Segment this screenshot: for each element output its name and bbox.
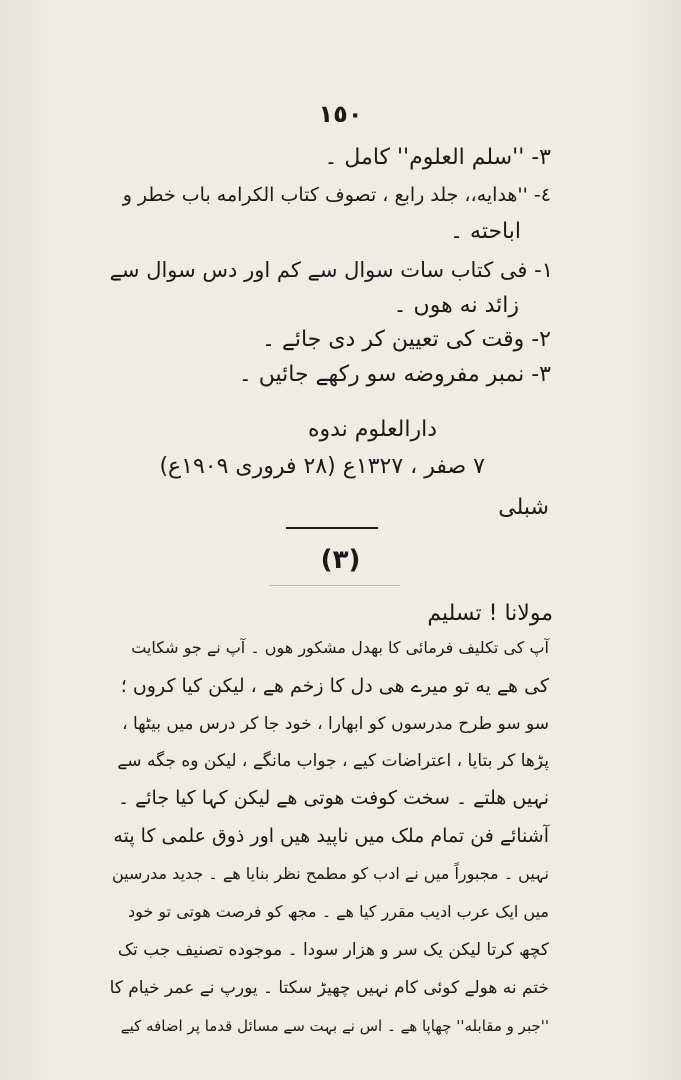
paragraph-2-line: ''جبر و مقابله'' چھاپا هے ۔ اس نے بہت سے مسائل قدما پر اضافه کیے [120, 1017, 549, 1035]
list-a-item-4-cont: اباحته ۔ [450, 219, 521, 244]
paragraph-2-line: نہیں ۔ مجبوراً میں نے ادب کو مطمح نظر بنایا هے ۔ جدید مدرسین [111, 864, 549, 883]
paragraph-1-line: پڑھا کر بتایا ، اعتراضات کیے ، جواب مانگے ، لیکن وه جگه سے [117, 751, 549, 771]
faint-rule [270, 585, 400, 586]
page-number: ١٥٠ [318, 100, 363, 128]
list-b-item-1: ١- فی کتاب سات سوال سے کم اور دس سوال سے [109, 258, 553, 282]
salutation: مولانا ! تسلیم [427, 601, 553, 626]
paragraph-2-line: آشنائے فن تمام ملک میں ناپید هیں اور ذوق علمی کا پته [113, 825, 549, 847]
paragraph-2-line: میں ایک عرب ادیب مقرر کیا هے ۔ مجھ کو فرصت هوتی تو خود [128, 902, 549, 921]
section-number: (٣) [320, 545, 361, 575]
section-divider [286, 527, 378, 529]
paragraph-2-line: کچھ کرتا لیکن یک سر و هزار سودا ۔ موجوده تصنیف جب تک [117, 940, 549, 960]
paragraph-1-line: نہیں هلتے ۔ سخت کوفت هوتی هے لیکن کہا کیا جائے ۔ [117, 787, 549, 809]
paragraph-1-line: سو سو طرح مدرسوں کو ابھارا ، خود جا کر درس میں بیٹھا ، [122, 714, 549, 734]
list-b-item-3: ٣- نمبر مفروضه سو رکھے جائیں ۔ [238, 362, 551, 387]
list-b-item-1-cont: زائد نه هوں ۔ [393, 293, 519, 318]
date-line: ٧ صفر ، ١٣٢٧ع (٢٨ فروری ١٩٠٩ع) [159, 454, 485, 479]
place-line: دارالعلوم ندوه [307, 417, 437, 442]
paragraph-1-line: کی هے یه تو میرے هی دل کا زخم هے ، لیکن کیا کروں ؛ [120, 675, 549, 697]
list-a-item-3: ٣- ''سلم العلوم'' کامل ۔ [324, 145, 551, 170]
signature: شبلی [498, 495, 549, 520]
paragraph-1-line: آپ کی تکلیف فرمائی کا بهدل مشکور هوں ۔ آپ نے جو شکایت [131, 638, 549, 657]
list-a-item-4: ٤- ''هدایه،، جلد رابع ، تصوف کتاب الکرامه باب خطر و [122, 184, 551, 206]
list-b-item-2: ٢- وقت کی تعیین کر دی جائے ۔ [262, 327, 551, 352]
paragraph-2-line: ختم نه هولے کوئی کام نہیں چھیڑ سکتا ۔ یورپ نے عمر خیام کا [109, 978, 549, 998]
